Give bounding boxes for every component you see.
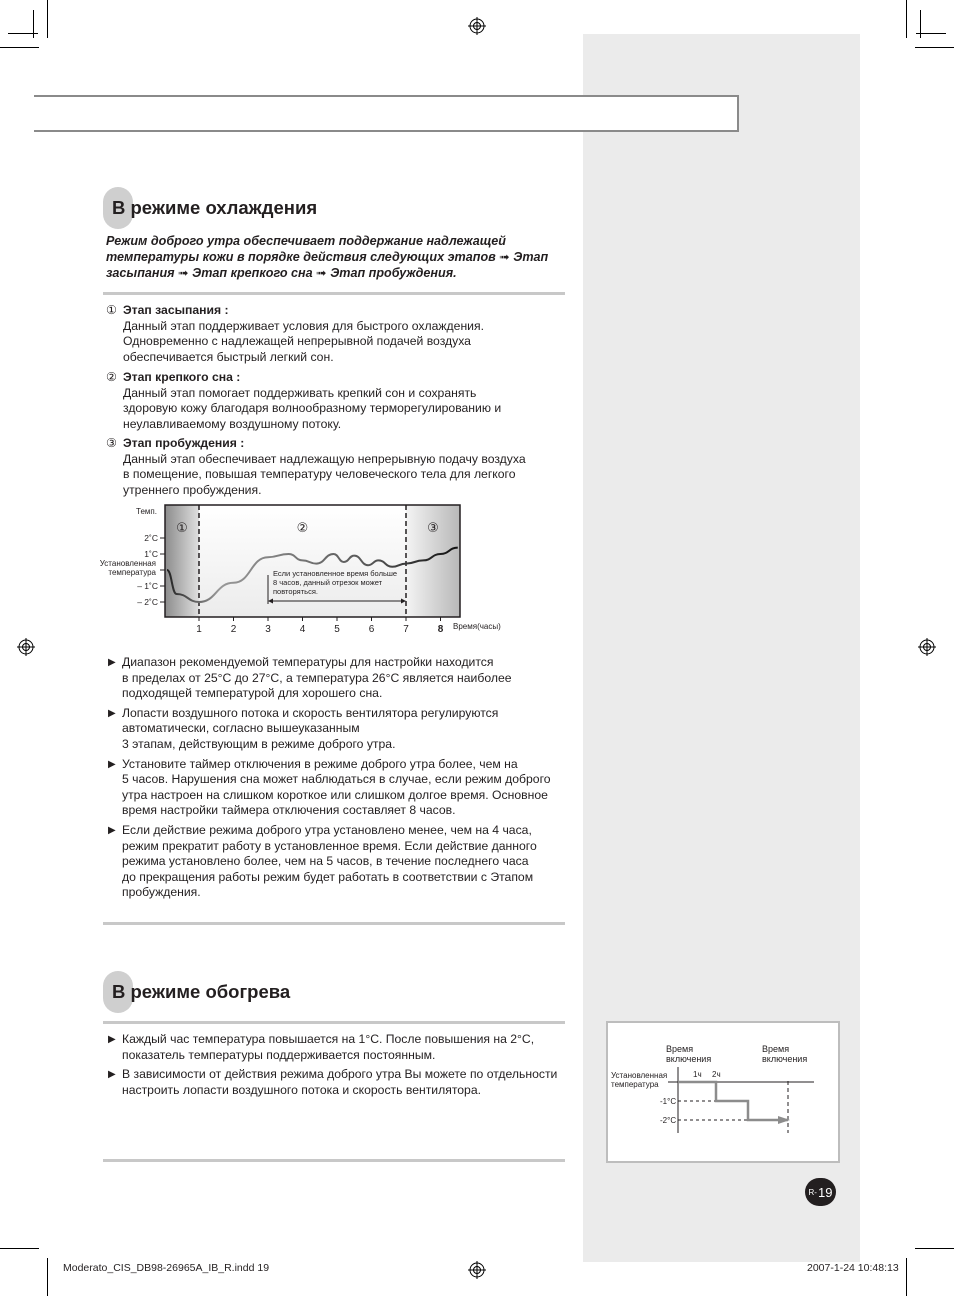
bullet-line: Если действие режима доброго утра установлено менее, чем на 4 часа,: [122, 822, 532, 837]
step-line: здоровую кожу благодаря волнообразному терморегулированию и: [123, 401, 502, 416]
heating-bullet-list: [108, 1032, 568, 1102]
crop-mark: [906, 0, 907, 38]
chart-plot-area: [611, 1044, 814, 1133]
bullet-line: 3 этапам, действующим в режиме доброго утра.: [122, 736, 396, 751]
crop-mark: [915, 47, 954, 48]
bullet-triangle-icon: ▶: [108, 758, 116, 770]
x-tick-label: 6: [368, 624, 375, 635]
bullet-line: показатель температуры поддерживается постоянным.: [122, 1047, 436, 1062]
step-line: Одновременно с надлежащей непрерывной подачей воздуха: [123, 334, 471, 349]
bullet-line: В зависимости от действия режима доброго утра Вы можете по отдельности: [122, 1067, 558, 1082]
bullet-line: в пределах от 25°C до 27°C, а температура 26°C является наиболее: [122, 670, 512, 685]
y-tick-label: -2°C: [660, 1116, 677, 1125]
x-tick-label: 4: [299, 624, 306, 635]
header-bar: [34, 95, 739, 132]
bullet-line: Каждый час температура повышается на 1°C. После повышения на 2°C,: [122, 1032, 535, 1046]
crop-mark: [47, 1258, 48, 1296]
list-item: [108, 1067, 568, 1098]
step-heading: Этап крепкого сна :: [123, 370, 241, 384]
power-on-time-label-line: включения: [666, 1054, 712, 1064]
y-tick-label: – 2˚C: [137, 597, 158, 607]
list-item: [108, 655, 564, 702]
crop-mark: [906, 1258, 907, 1296]
registration-mark-icon: [468, 1261, 486, 1279]
power-on-time-label-line: Время: [762, 1044, 790, 1054]
divider: [103, 922, 565, 925]
step-line: Данный этап помогает поддерживать крепкий сон и сохранять: [123, 385, 477, 400]
power-on-time-label: [762, 1044, 807, 1064]
step-line: обеспечивается быстрый легкий сон.: [123, 349, 334, 364]
cooling-section-title: [103, 187, 318, 229]
step-label: 2ч: [712, 1070, 721, 1079]
bullet-triangle-icon: ▶: [108, 1034, 116, 1045]
y-tick-label-line: Установленная: [611, 1071, 668, 1080]
step-heading: Этап засыпания :: [123, 303, 229, 317]
step-line: Данный этап обеспечивает надлежащую непрерывную подачу воздуха: [123, 451, 526, 466]
bullet-triangle-icon: ▶: [108, 824, 116, 836]
x-tick-label: 5: [334, 624, 340, 635]
x-tick-label: 3: [265, 624, 271, 635]
footer-timestamp: 2007-1-24 10:48:13: [807, 1262, 899, 1274]
heating-chart: [608, 1023, 838, 1161]
chart-annotation-line: повторяться.: [273, 587, 318, 596]
bullet-line: утра настроен на слишком короткое или слишком долгое время. Основное: [122, 787, 548, 802]
y-tick-label: [100, 559, 157, 577]
bullet-line: до прекращения работы режим будет работать в соответствии с Этапом: [122, 869, 534, 884]
page-number-badge: [805, 1178, 836, 1206]
stage-label: ②: [296, 520, 309, 535]
step-item: [106, 436, 566, 498]
bullet-line: пробуждения.: [122, 885, 201, 900]
crop-mark: [33, 10, 34, 38]
x-axis-label: Время(часы): [453, 622, 501, 631]
registration-mark-icon: [468, 17, 486, 35]
bullet-line: автоматически, согласно вышеуказанным: [122, 721, 360, 736]
bullet-line: Диапазон рекомендуемой температуры для настройки находится: [122, 655, 494, 669]
bullet-line: время настройки таймера отключения составляет 8 часов.: [122, 803, 456, 818]
y-tick-label-line: температура: [611, 1080, 659, 1089]
step-line: в помещение, повышая температуру человеческого тела для легкого: [123, 467, 516, 482]
heating-section-title: [103, 971, 291, 1013]
chart-annotation-line: 8 часов, данный отрезок может: [273, 578, 383, 587]
crop-mark: [47, 0, 48, 38]
registration-mark-icon: [17, 638, 35, 656]
y-tick-label: 2˚C: [144, 533, 158, 543]
bullet-line: режима установлено более, чем на 5 часов, в течение последнего часа: [122, 854, 529, 869]
step-label: 1ч: [693, 1070, 702, 1079]
bullet-triangle-icon: ▶: [108, 1069, 116, 1081]
step-body: [123, 319, 566, 366]
step-line: утреннего пробуждения.: [123, 482, 262, 497]
step-body: [123, 386, 566, 433]
power-on-time-label: [666, 1044, 711, 1064]
power-on-time-label-line: Время: [666, 1044, 694, 1054]
bullet-line: Лопасти воздушного потока и скорость вентилятора регулируются: [122, 705, 499, 720]
y-tick-label: 1˚C: [144, 549, 158, 559]
divider: [103, 292, 565, 295]
y-tick-label: – 1˚C: [137, 581, 158, 591]
step-item: [106, 370, 566, 432]
bullet-line: 5 часов. Нарушения сна может наблюдаться в случае, если режим доброго: [122, 772, 551, 787]
registration-mark-icon: [918, 638, 936, 656]
cooling-intro: Режим доброго утра обеспечивает поддержание надлежащей температуры кожи в порядке действия следующих этапов ➟ Этап засыпания ➟ Этап крепкого сна ➟ Этап пробуждения.: [106, 234, 549, 280]
bullet-line: Установите таймер отключения в режиме доброго утра более, чем на: [122, 756, 518, 771]
bullet-triangle-icon: ▶: [108, 657, 116, 668]
heating-title-text: В режиме обогрева: [112, 981, 291, 1002]
bullet-line: настроить лопасти воздушного потока и скорость вентилятора.: [122, 1082, 481, 1097]
step-number: ①: [106, 303, 117, 317]
temperature-step-line: [678, 1082, 788, 1120]
bullet-triangle-icon: ▶: [108, 707, 116, 719]
chart-annotation-line: Если установленное время больше: [273, 569, 398, 578]
heating-chart-box: [606, 1021, 840, 1163]
y-tick-label: -1°C: [660, 1097, 677, 1106]
step-body: [123, 452, 566, 499]
x-tick-label: 2: [230, 624, 237, 635]
stage-label: ①: [176, 520, 188, 535]
power-on-time-label-line: включения: [762, 1054, 808, 1064]
list-item: [108, 706, 564, 753]
bullet-line: режим прекратит работу в установленное время. Если действие данного: [122, 838, 537, 853]
crop-mark: [920, 10, 921, 38]
divider: [103, 1021, 565, 1024]
y-axis-label: Темп.: [136, 507, 157, 516]
cooling-chart: [95, 500, 515, 640]
bullet-line: подходящей температурой для хорошего сна.: [122, 686, 383, 701]
crop-mark: [915, 1248, 954, 1249]
y-tick-label: [611, 1071, 667, 1089]
chart-plot-area: [100, 505, 501, 635]
cooling-bullet-list: [108, 655, 564, 905]
step-number: ③: [106, 436, 117, 450]
crop-mark: [0, 1248, 39, 1249]
y-tick-label-line: Установленная: [99, 559, 156, 568]
step-line: неулавливаемому воздушному потоку.: [123, 416, 342, 431]
step-item: [106, 303, 566, 365]
list-item: [108, 1032, 568, 1063]
page-number: 19: [817, 1184, 833, 1200]
step-line: Данный этап поддерживает условия для быстрого охлаждения.: [123, 318, 484, 333]
list-item: [108, 757, 564, 819]
step-number: ②: [106, 370, 117, 384]
x-tick-label: 1: [196, 624, 202, 635]
footer-file-info: Moderato_CIS_DB98-26965A_IB_R.indd 19: [63, 1262, 270, 1274]
stage-label: ③: [427, 520, 439, 535]
cooling-title-text: В режиме охлаждения: [112, 197, 318, 218]
step-heading: Этап пробуждения :: [123, 436, 245, 450]
x-tick-label: 8: [437, 624, 444, 635]
x-tick-label: 7: [403, 624, 409, 635]
y-tick-label-line: температура: [108, 568, 156, 577]
divider: [103, 1159, 565, 1162]
list-item: [108, 823, 564, 901]
page-prefix: R-: [808, 1187, 817, 1197]
crop-mark: [0, 47, 39, 48]
